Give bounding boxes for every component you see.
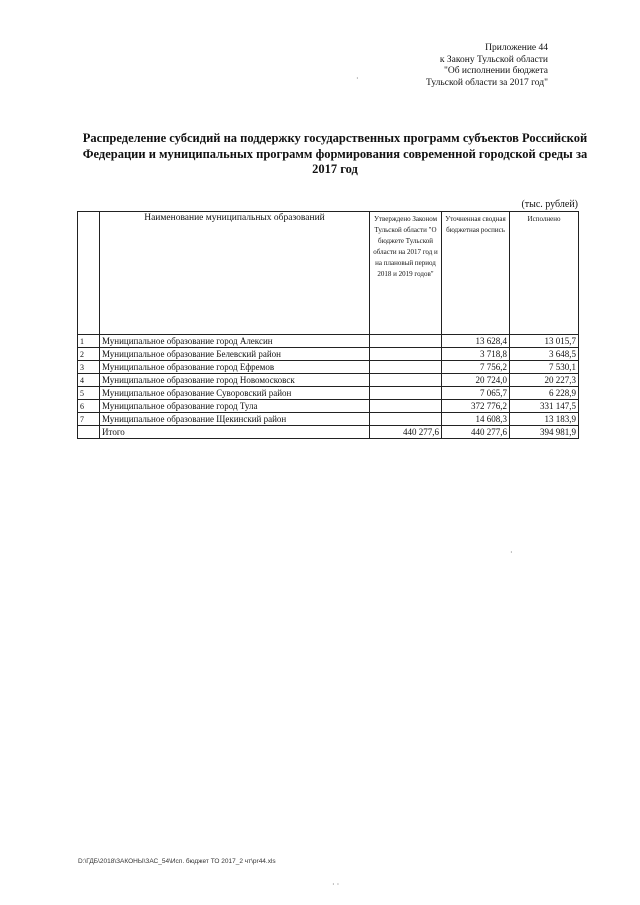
header-index-cell: [78, 212, 100, 335]
table-row: [78, 374, 579, 387]
row-number: 5: [78, 387, 100, 400]
row-name: Муниципальное образование город Ефремов: [100, 361, 370, 374]
row-name: Муниципальное образование город Новомосковск: [100, 374, 370, 387]
scan-speck: ·: [356, 74, 359, 83]
subsidy-table: [77, 211, 579, 439]
row-name: Муниципальное образование город Тула: [100, 400, 370, 413]
row-approved: [370, 413, 442, 426]
document-title: Распределение субсидий на поддержку государственных программ субъектов Российской Федерации и муниципальных программ формирования современной городской среды за 2017 год: [82, 131, 588, 176]
row-executed: 13 015,7: [510, 335, 579, 348]
header-executed: Исполнено: [510, 212, 579, 335]
appendix-line: Тульской области за 2017 год": [426, 77, 548, 88]
total-executed: 394 981,9: [510, 426, 579, 439]
row-name: Муниципальное образование Белевский район: [100, 348, 370, 361]
total-approved: 440 277,6: [370, 426, 442, 439]
row-approved: [370, 374, 442, 387]
scan-speck: · ·: [332, 880, 340, 889]
row-number: 2: [78, 348, 100, 361]
table-row: [78, 387, 579, 400]
row-executed: 331 147,5: [510, 400, 579, 413]
table-header-row: [78, 212, 579, 335]
table-row: [78, 361, 579, 374]
row-number: 1: [78, 335, 100, 348]
row-revised: 13 628,4: [442, 335, 510, 348]
total-label: Итого: [100, 426, 370, 439]
row-executed: 3 648,5: [510, 348, 579, 361]
row-number: 3: [78, 361, 100, 374]
row-executed: 6 228,9: [510, 387, 579, 400]
row-name: Муниципальное образование Суворовский район: [100, 387, 370, 400]
row-number: 4: [78, 374, 100, 387]
row-approved: [370, 387, 442, 400]
row-approved: [370, 335, 442, 348]
row-number: 7: [78, 413, 100, 426]
row-revised: 3 718,8: [442, 348, 510, 361]
row-revised: 7 756,2: [442, 361, 510, 374]
row-number: 6: [78, 400, 100, 413]
row-approved: [370, 361, 442, 374]
table-row: [78, 335, 579, 348]
total-revised: 440 277,6: [442, 426, 510, 439]
header-revised: Уточненная сводная бюджетная роспись: [442, 212, 510, 335]
row-executed: 20 227,3: [510, 374, 579, 387]
appendix-line: Приложение 44: [485, 43, 548, 53]
row-name: Муниципальное образование город Алексин: [100, 335, 370, 348]
row-approved: [370, 400, 442, 413]
row-revised: 14 608,3: [442, 413, 510, 426]
table-row: [78, 413, 579, 426]
units-label: (тыс. рублей): [521, 199, 578, 210]
table-total-row: [78, 426, 579, 439]
appendix-line: "Об исполнении бюджета: [443, 66, 548, 76]
scan-speck: ·: [510, 548, 513, 557]
row-revised: 20 724,0: [442, 374, 510, 387]
row-approved: [370, 348, 442, 361]
row-revised: 372 776,2: [442, 400, 510, 413]
row-name: Муниципальное образование Щекинский район: [100, 413, 370, 426]
header-name: Наименование муниципальных образований: [100, 212, 370, 335]
file-path-footer: D:\ГДБ\2018\ЗАКОНЫ\ЗАС_54\Исп. бюджет ТО 2017_2 чт\pr44.xls: [78, 858, 276, 865]
table-row: [78, 348, 579, 361]
row-revised: 7 065,7: [442, 387, 510, 400]
row-executed: 7 530,1: [510, 361, 579, 374]
row-executed: 13 183,9: [510, 413, 579, 426]
table-row: [78, 400, 579, 413]
header-approved: Утверждено Законом Тульской области "О бюджете Тульской области на 2017 год и на плановый период 2018 и 2019 годов": [370, 212, 442, 335]
total-index-cell: [78, 426, 100, 439]
appendix-reference: [348, 43, 548, 89]
appendix-line: к Закону Тульской области: [439, 54, 548, 65]
